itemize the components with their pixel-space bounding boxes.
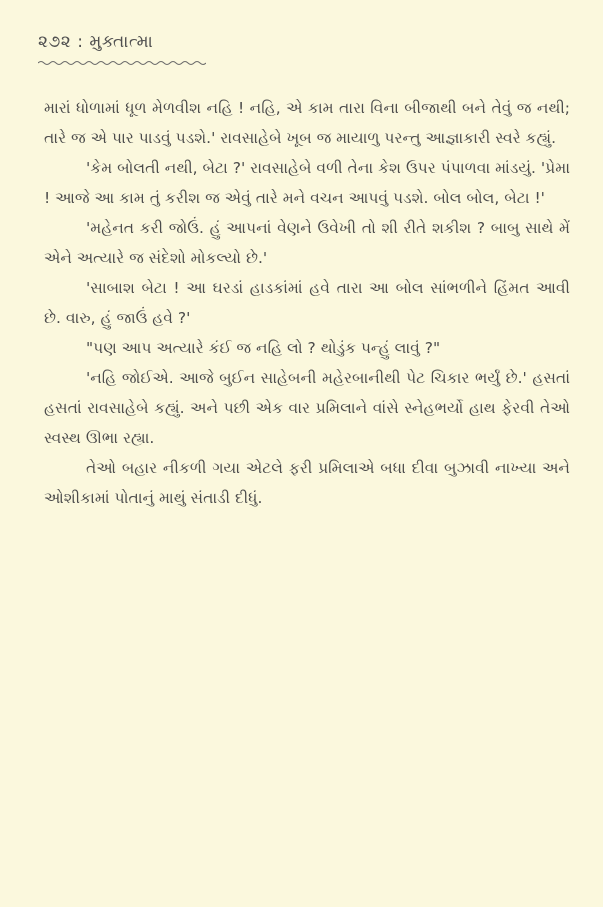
paragraph: 'સાબાશ બેટા ! આ ઘરડાં હાડકાંમાં હવે તારા આ બોલ સાંભળીને હિંમત આવી છે. વારુ, હું જાઉં હવે ?' xyxy=(44,279,570,327)
header-separator: : xyxy=(77,32,84,52)
paragraph: 'મહેનત કરી જોઉં. હું આપનાં વેણને ઉવેખી તો શી રીતે શકીશ ? બાબુ સાથે મેં એને અત્યારે જ સંદેશો મોકલ્યો છે.' xyxy=(44,219,570,267)
paragraph: તેઓ બહાર નીકળી ગયા એટલે ફરી પ્રમિલાએ બધા દીવા બુઝાવી નાખ્યા અને ઓશીકામાં પોતાનું માથું સંતાડી દીધું. xyxy=(44,459,570,507)
book-title: મુક્તાત્મા xyxy=(89,32,154,52)
paragraph: "પણ આપ અત્યારે કંઈ જ નહિ લો ? થોડુંક પન્હું લાવું ?" xyxy=(86,339,441,357)
paragraph: મારાં ધોળામાં ધૂળ મેળવીશ નહિ ! નહિ, એ કામ તારા વિના બીજાથી બને તેવું જ નથી; તારે જ એ પાર પાડવું પડશે.' રાવસાહેબે ખૂબ જ માયાળુ પરન્તુ આજ્ઞાકારી સ્વરે કહ્યું. xyxy=(44,99,570,147)
paragraph: 'નહિ જોઈએ. આજે બુઈન સાહેબની મહેરબાનીથી પેટ ચિકાર ભર્યું છે.' હસતાં હસતાં રાવસાહેબે કહ્યું. અને પછી એક વાર પ્રમિલાને વાંસે સ્નેહભર્યો હાથ ફેરવી તેઓ સ્વસ્થ ઊભા રહ્યા. xyxy=(44,369,570,447)
body-text xyxy=(44,93,570,513)
wavy-underline xyxy=(38,60,206,66)
paragraph: 'કેમ બોલતી નથી, બેટા ?' રાવસાહેબે વળી તેના કેશ ઉપર પંપાળવા માંડયું. 'પ્રેમા ! આજે આ કામ તું કરીશ જ એવું તારે મને વચન આપવું પડશે. બોલ બોલ, બેટા !' xyxy=(44,159,570,207)
running-header xyxy=(38,32,153,52)
page-number: ૨૭૨ xyxy=(38,32,72,52)
